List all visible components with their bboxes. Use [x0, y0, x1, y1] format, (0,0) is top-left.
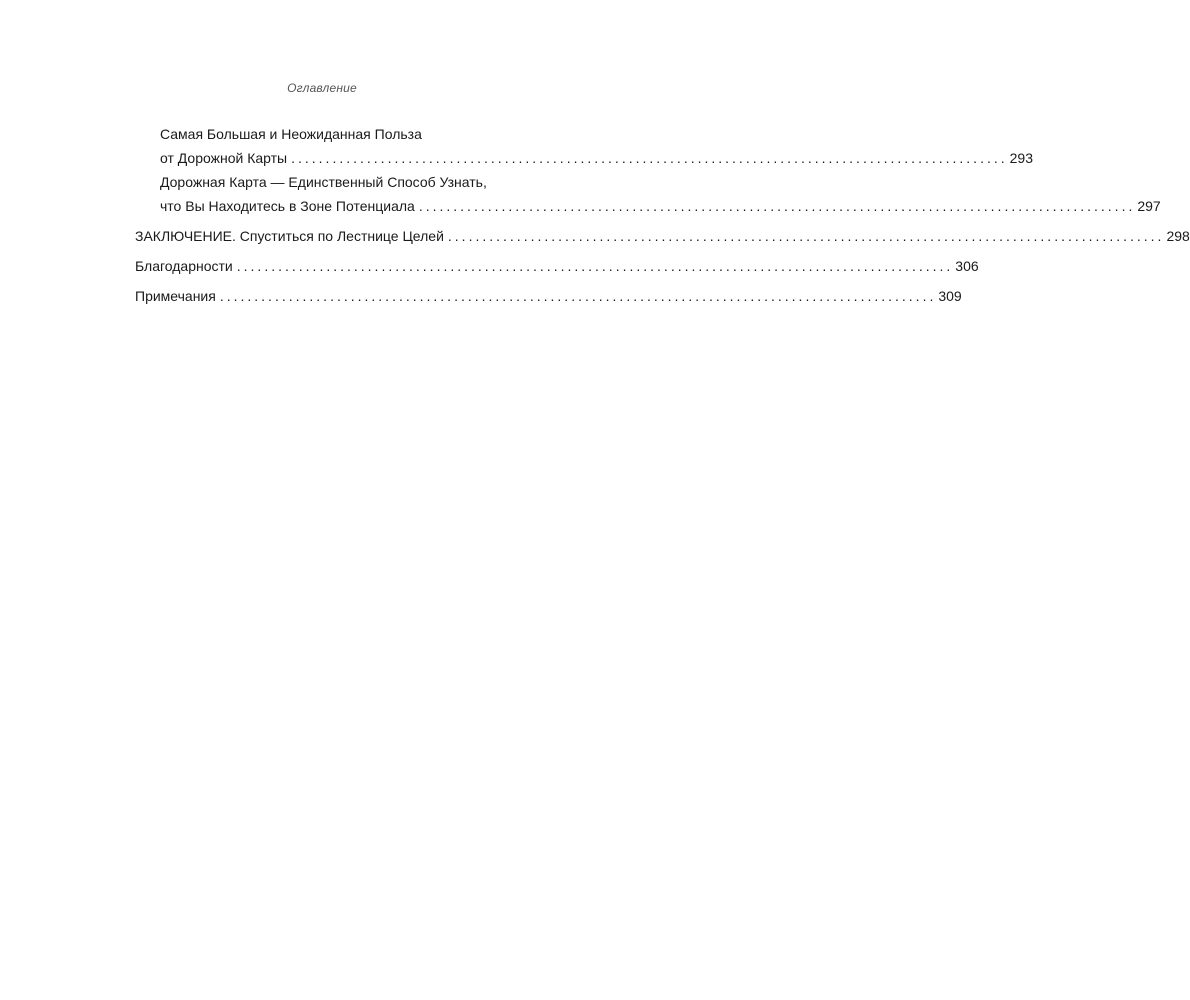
toc-page-number: 298 [1166, 228, 1190, 244]
dot-leader: ........................................................................................................ [219, 288, 937, 304]
table-of-contents [135, 122, 1190, 308]
toc-entry-leader-line [135, 284, 962, 308]
toc-entry-subsection [135, 122, 1033, 170]
toc-entry-title: Благодарности [135, 258, 233, 274]
toc-entry-chapter [135, 284, 962, 308]
toc-entry-title-line: Дорожная Карта — Единственный Способ Узнать, [160, 174, 487, 190]
toc-entry-subsection [135, 170, 1161, 218]
toc-entry-title: ЗАКЛЮЧЕНИЕ. Спуститься по Лестнице Целей [135, 228, 444, 244]
toc-entry-chapter [135, 254, 979, 278]
toc-entry-leader-line [160, 194, 1161, 218]
running-title: Оглавление [287, 81, 357, 95]
dot-leader: ........................................................................................................ [236, 258, 954, 274]
toc-entry-leader-line [135, 254, 979, 278]
toc-entry-title: Примечания [135, 288, 216, 304]
toc-entry-chapter [135, 224, 1190, 248]
toc-entry-title-line: что Вы Находитесь в Зоне Потенциала [160, 198, 415, 214]
toc-page-number: 306 [955, 258, 979, 274]
toc-page-number: 309 [938, 288, 962, 304]
toc-entry-leader-line [135, 224, 1190, 248]
toc-entry-title-line: от Дорожной Карты [160, 150, 288, 166]
toc-entry-leader-line [160, 146, 1033, 170]
toc-entry-title-line: Самая Большая и Неожиданная Польза [160, 126, 422, 142]
toc-page-number: 297 [1137, 198, 1161, 214]
dot-leader: ........................................................................................................ [447, 228, 1165, 244]
dot-leader: ........................................................................................................ [418, 198, 1136, 214]
dot-leader: ........................................................................................................ [291, 150, 1008, 166]
toc-page-number: 293 [1009, 150, 1033, 166]
